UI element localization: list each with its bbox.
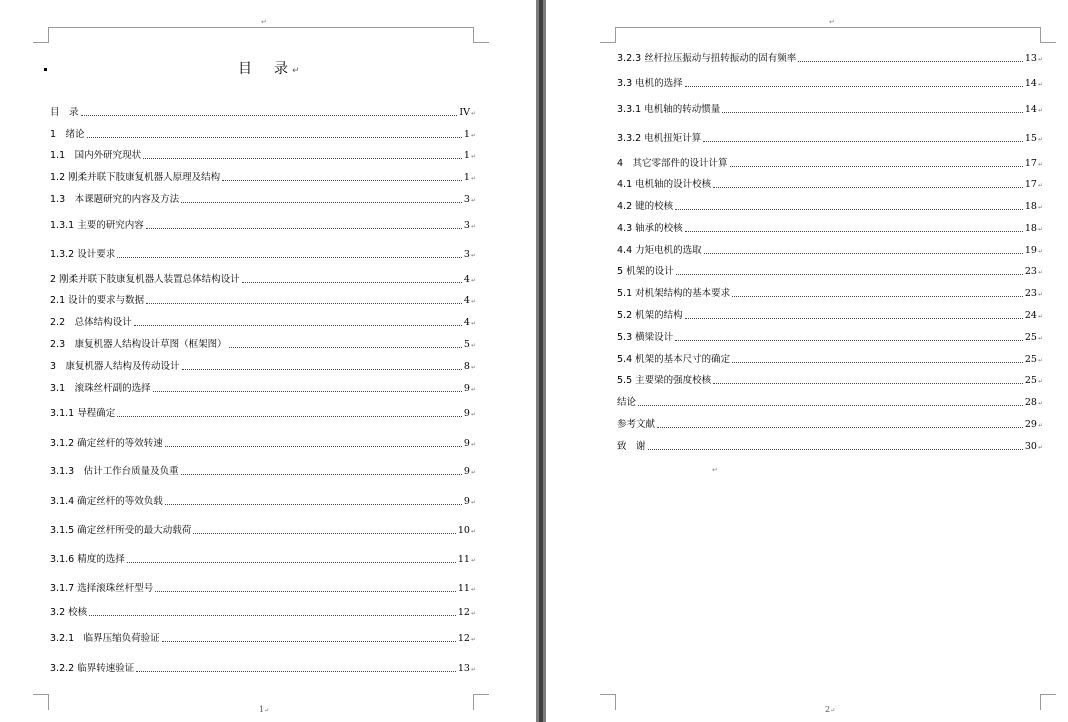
- toc-leader-dots: [676, 273, 1023, 275]
- toc-leader-dots: [732, 295, 1023, 297]
- toc-entry-title: 2.1 设计的要求与数据: [50, 295, 145, 306]
- toc-entry-page: 9: [463, 408, 470, 419]
- paragraph-mark: ↵: [1037, 378, 1043, 385]
- toc-entry-page: 5: [463, 339, 470, 350]
- margin-corner-top-right: [473, 27, 489, 43]
- toc-entry-title: 2.2 总体结构设计: [50, 317, 132, 328]
- toc-leader-dots: [162, 640, 456, 642]
- toc-entry[interactable]: [50, 632, 476, 646]
- toc-leader-dots: [638, 404, 1023, 406]
- paragraph-mark: ↵: [470, 132, 476, 139]
- toc-leader-dots: [704, 252, 1023, 254]
- toc-entry-page: 30: [1024, 441, 1037, 452]
- paragraph-mark: ↵: [470, 610, 476, 617]
- toc-entry-title: 3 康复机器人结构及传动设计: [50, 361, 180, 372]
- toc-entry-page: 25: [1024, 375, 1037, 386]
- page-number: 1↵: [259, 705, 270, 714]
- toc-leader-dots: [117, 256, 462, 258]
- paragraph-mark: ↵: [470, 110, 476, 117]
- toc-leader-dots: [81, 114, 458, 116]
- toc-entry-title: 1.1 国内外研究现状: [50, 150, 142, 161]
- toc-leader-dots: [127, 561, 456, 563]
- toc-leader-dots: [165, 503, 462, 505]
- toc-entry-page: 17: [1024, 158, 1037, 169]
- toc-leader-dots: [181, 201, 462, 203]
- toc-leader-dots: [713, 186, 1023, 188]
- toc-leader-dots: [685, 85, 1023, 87]
- toc-entry-page: 25: [1024, 354, 1037, 365]
- toc-entry-title: 3.1.6 精度的选择: [50, 554, 125, 565]
- toc-entry[interactable]: [50, 316, 476, 330]
- paragraph-mark: ↵: [470, 666, 476, 673]
- toc-entry[interactable]: [617, 374, 1043, 388]
- toc-entry[interactable]: [50, 149, 476, 163]
- paragraph-mark: ↵: [1037, 107, 1043, 114]
- toc-entry-page: 4: [463, 295, 470, 306]
- margin-corner-bottom-left: [33, 694, 49, 710]
- toc-entry-title: 目 录: [50, 107, 79, 118]
- toc-entry-page: 4: [463, 317, 470, 328]
- toc-entry-title: 4 其它零部件的设计计算: [617, 158, 728, 169]
- toc-entry[interactable]: [617, 309, 1043, 323]
- toc-entry-page: 19: [1024, 245, 1037, 256]
- toc-entry[interactable]: [617, 52, 1043, 66]
- toc-entry-title: 3.3.2 电机扭矩计算: [617, 133, 702, 144]
- paragraph-mark: ↵: [470, 557, 476, 564]
- toc-leader-dots: [229, 346, 462, 348]
- toc-leader-dots: [153, 390, 462, 392]
- toc-entry[interactable]: [50, 106, 476, 120]
- toc-entry-page: 9: [463, 438, 470, 449]
- toc-entry-title: 3.1.2 确定丝杆的等效转速: [50, 438, 163, 449]
- toc-entry-page: 15: [1024, 133, 1037, 144]
- toc-entry-page: 13: [1024, 53, 1037, 64]
- toc-entry-title: 3.1.5 确定丝杆所受的最大动载荷: [50, 525, 192, 536]
- toc-entry-title: 3.2.3 丝杆拉压振动与扭转振动的固有频率: [617, 53, 797, 64]
- toc-entry-page: 1: [463, 150, 470, 161]
- toc-leader-dots: [798, 60, 1023, 62]
- paragraph-mark: ↵: [1037, 422, 1043, 429]
- toc-entry[interactable]: [617, 157, 1043, 171]
- toc-entry[interactable]: [617, 331, 1043, 345]
- toc-entry-title: 3.1.7 选择滚珠丝杆型号: [50, 583, 154, 594]
- toc-entry-title: 1.2 刚柔并联下肢康复机器人原理及结构: [50, 172, 221, 183]
- paragraph-mark: ↵: [829, 18, 835, 26]
- paragraph-mark: ↵: [470, 298, 476, 305]
- paragraph-mark: ↵: [470, 499, 476, 506]
- toc-entry-page: 12: [457, 607, 470, 618]
- toc-leader-dots: [730, 165, 1023, 167]
- paragraph-mark: ↵: [712, 466, 718, 474]
- toc-leader-dots: [675, 339, 1023, 341]
- toc-entry[interactable]: [50, 465, 476, 479]
- toc-entry[interactable]: [50, 582, 476, 596]
- toc-entry-title: 3.2 校核: [50, 607, 88, 618]
- toc-entry-title: 参考文献: [617, 419, 656, 430]
- toc-entry-page: 11: [457, 583, 470, 594]
- toc-leader-dots: [146, 227, 462, 229]
- toc-leader-dots: [713, 382, 1023, 384]
- toc-entry-page: 23: [1024, 266, 1037, 277]
- toc-entry[interactable]: [50, 128, 476, 142]
- paragraph-mark: ↵: [1037, 182, 1043, 189]
- toc-entry-page: 9: [463, 383, 470, 394]
- header-line: [49, 27, 473, 28]
- toc-entry-title: 3.1.3 估计工作台质量及负重: [50, 466, 179, 477]
- toc-entry[interactable]: [617, 418, 1043, 432]
- toc-entry-page: 14: [1024, 78, 1037, 89]
- toc-entry-title: 5.4 机架的基本尺寸的确定: [617, 354, 731, 365]
- toc-entry[interactable]: [617, 265, 1043, 279]
- toc-entry-title: 结论: [617, 397, 637, 408]
- toc-entry[interactable]: [617, 222, 1043, 236]
- document-page-2: [546, 0, 1068, 722]
- toc-leader-dots: [242, 281, 462, 283]
- paragraph-mark: ↵: [470, 411, 476, 418]
- bullet-mark: [44, 68, 47, 71]
- toc-entry-page: 18: [1024, 223, 1037, 234]
- toc-entry-page: 11: [457, 554, 470, 565]
- paragraph-mark: ↵: [1037, 313, 1043, 320]
- toc-entry-title: 3.1.4 确定丝杆的等效负载: [50, 496, 163, 507]
- toc-entry-page: 9: [463, 496, 470, 507]
- paragraph-mark: ↵: [1037, 161, 1043, 168]
- paragraph-mark: ↵: [470, 197, 476, 204]
- toc-entry[interactable]: [50, 219, 476, 233]
- toc-entry[interactable]: [50, 524, 476, 538]
- toc-entry-title: 3.3 电机的选择: [617, 78, 683, 89]
- toc-leader-dots: [732, 361, 1023, 363]
- paragraph-mark: ↵: [1037, 444, 1043, 451]
- paragraph-mark: ↵: [470, 528, 476, 535]
- paragraph-mark: ↵: [470, 586, 476, 593]
- toc-entry-title: 致 谢: [617, 441, 646, 452]
- toc-leader-dots: [657, 426, 1023, 428]
- paragraph-mark: ↵: [1037, 81, 1043, 88]
- toc-entry[interactable]: [50, 382, 476, 396]
- toc-entry-page: 1: [463, 172, 470, 183]
- toc-entry[interactable]: [50, 553, 476, 567]
- toc-entry-title: 3.2.2 临界转速验证: [50, 663, 135, 674]
- paragraph-mark: ↵: [1037, 269, 1043, 276]
- toc-entry-page: 1: [463, 129, 470, 140]
- toc-entry-title: 4.2 键的校核: [617, 201, 674, 212]
- paragraph-mark: ↵: [470, 364, 476, 371]
- toc-entry[interactable]: [617, 287, 1043, 301]
- toc-entry-page: 13: [457, 663, 470, 674]
- toc-entry-title: 1.3.1 主要的研究内容: [50, 220, 144, 231]
- toc-entry[interactable]: [50, 338, 476, 352]
- toc-leader-dots: [685, 230, 1023, 232]
- margin-corner-top-left: [33, 27, 49, 43]
- toc-entry-title: 5.3 横梁设计: [617, 332, 674, 343]
- toc-entry-page: 10: [457, 525, 470, 536]
- toc-entry-title: 1.3.2 设计要求: [50, 249, 116, 260]
- toc-leader-dots: [182, 368, 462, 370]
- paragraph-mark: ↵: [470, 277, 476, 284]
- toc-entry[interactable]: [617, 440, 1043, 454]
- toc-leader-dots: [136, 670, 456, 672]
- toc-leader-dots: [89, 614, 456, 616]
- toc-entry[interactable]: [50, 248, 476, 262]
- paragraph-mark: ↵: [470, 252, 476, 259]
- toc-entry-page: 3: [463, 194, 470, 205]
- toc-entry-title: 4.3 轴承的校核: [617, 223, 683, 234]
- margin-corner-bottom-right: [473, 694, 489, 710]
- toc-entry-title: 3.2.1 临界压缩负荷验证: [50, 633, 160, 644]
- toc-leader-dots: [146, 302, 462, 304]
- toc-leader-dots: [155, 590, 456, 592]
- toc-entry-page: 14: [1024, 104, 1037, 115]
- margin-corner-top-right: [1040, 27, 1056, 43]
- paragraph-mark: ↵: [1037, 335, 1043, 342]
- paragraph-mark: ↵: [470, 153, 476, 160]
- toc-entry[interactable]: [50, 193, 476, 207]
- margin-corner-bottom-right: [1040, 694, 1056, 710]
- paragraph-mark: ↵: [470, 320, 476, 327]
- toc-entry[interactable]: [50, 360, 476, 374]
- toc-entry-title: 4.1 电机轴的设计校核: [617, 179, 712, 190]
- toc-entry-title: 3.3.1 电机轴的转动惯量: [617, 104, 721, 115]
- toc-entry-page: 25: [1024, 332, 1037, 343]
- toc-entry[interactable]: [50, 407, 476, 421]
- toc-entry[interactable]: [617, 77, 1043, 91]
- page-separator: [536, 0, 546, 722]
- paragraph-mark: ↵: [470, 441, 476, 448]
- paragraph-mark: ↵: [470, 175, 476, 182]
- toc-leader-dots: [685, 317, 1023, 319]
- toc-leader-dots: [675, 208, 1023, 210]
- paragraph-mark: ↵: [1037, 136, 1043, 143]
- toc-entry-title: 5.5 主要梁的强度校核: [617, 375, 712, 386]
- toc-leader-dots: [181, 473, 462, 475]
- toc-entry-title: 4.4 力矩电机的选取: [617, 245, 702, 256]
- toc-entry[interactable]: [50, 662, 476, 676]
- page-number: 2↵: [825, 705, 836, 714]
- paragraph-mark: ↵: [1037, 56, 1043, 63]
- toc-entry[interactable]: [617, 103, 1043, 117]
- paragraph-mark: ↵: [1037, 204, 1043, 211]
- toc-entry-page: 24: [1024, 310, 1037, 321]
- toc-entry-page: 9: [463, 466, 470, 477]
- toc-entry-title: 3.1.1 导程确定: [50, 408, 116, 419]
- toc-entry-title: 5 机架的设计: [617, 266, 674, 277]
- toc-leader-dots: [134, 324, 462, 326]
- toc-entry-page: 28: [1024, 397, 1037, 408]
- toc-entry-page: 12: [457, 633, 470, 644]
- toc-entry-title: 2 刚柔并联下肢康复机器人装置总体结构设计: [50, 274, 240, 285]
- toc-entry-title: 5.1 对机架结构的基本要求: [617, 288, 731, 299]
- paragraph-mark: ↵: [470, 636, 476, 643]
- toc-entry-title: 5.2 机架的结构: [617, 310, 683, 321]
- paragraph-mark: ↵: [1037, 291, 1043, 298]
- toc-leader-dots: [87, 136, 462, 138]
- paragraph-mark: ↵: [1037, 226, 1043, 233]
- margin-corner-bottom-left: [600, 694, 616, 710]
- toc-entry[interactable]: [50, 294, 476, 308]
- paragraph-mark: ↵: [261, 18, 267, 26]
- toc-leader-dots: [117, 415, 462, 417]
- title-text: 目 录: [238, 61, 292, 77]
- toc-leader-dots: [165, 445, 462, 447]
- toc-entry-page: 3: [463, 220, 470, 231]
- toc-entry[interactable]: [617, 132, 1043, 146]
- toc-leader-dots: [193, 532, 456, 534]
- paragraph-mark: ↵: [1037, 357, 1043, 364]
- toc-entry-page: 4: [463, 274, 470, 285]
- paragraph-mark: ↵: [470, 386, 476, 393]
- toc-leader-dots: [648, 448, 1023, 450]
- toc-entry[interactable]: [50, 437, 476, 451]
- toc-leader-dots: [703, 140, 1023, 142]
- paragraph-mark: ↵: [1037, 400, 1043, 407]
- toc-entry[interactable]: [50, 495, 476, 509]
- toc-entry-title: 3.1 滚珠丝杆副的选择: [50, 383, 151, 394]
- paragraph-mark: ↵: [1037, 248, 1043, 255]
- toc-entry-page: 8: [463, 361, 470, 372]
- toc-leader-dots: [143, 157, 462, 159]
- toc-entry-page: 29: [1024, 419, 1037, 430]
- paragraph-mark: ↵: [470, 469, 476, 476]
- toc-entry-title: 1 绪论: [50, 129, 85, 140]
- margin-corner-top-left: [600, 27, 616, 43]
- toc-entry-title: 1.3 本课题研究的内容及方法: [50, 194, 180, 205]
- paragraph-mark: ↵: [470, 223, 476, 230]
- toc-leader-dots: [222, 179, 462, 181]
- header-line: [616, 27, 1040, 28]
- toc-entry[interactable]: [617, 200, 1043, 214]
- toc-entry[interactable]: [617, 178, 1043, 192]
- toc-entry-page: 3: [463, 249, 470, 260]
- toc-entry[interactable]: [617, 353, 1043, 367]
- toc-entry[interactable]: [50, 171, 476, 185]
- toc-entry[interactable]: [50, 273, 476, 287]
- toc-entry[interactable]: [50, 606, 476, 620]
- paragraph-mark: ↵: [470, 342, 476, 349]
- page-title: 目 录↵: [238, 61, 300, 77]
- toc-entry-title: 2.3 康复机器人结构设计草图（框架图）: [50, 339, 227, 350]
- toc-entry-page: 17: [1024, 179, 1037, 190]
- toc-entry-page: IV: [459, 107, 470, 118]
- toc-entry-page: 18: [1024, 201, 1037, 212]
- toc-leader-dots: [722, 111, 1023, 113]
- toc-entry[interactable]: [617, 244, 1043, 258]
- toc-entry[interactable]: [617, 396, 1043, 410]
- toc-entry-page: 23: [1024, 288, 1037, 299]
